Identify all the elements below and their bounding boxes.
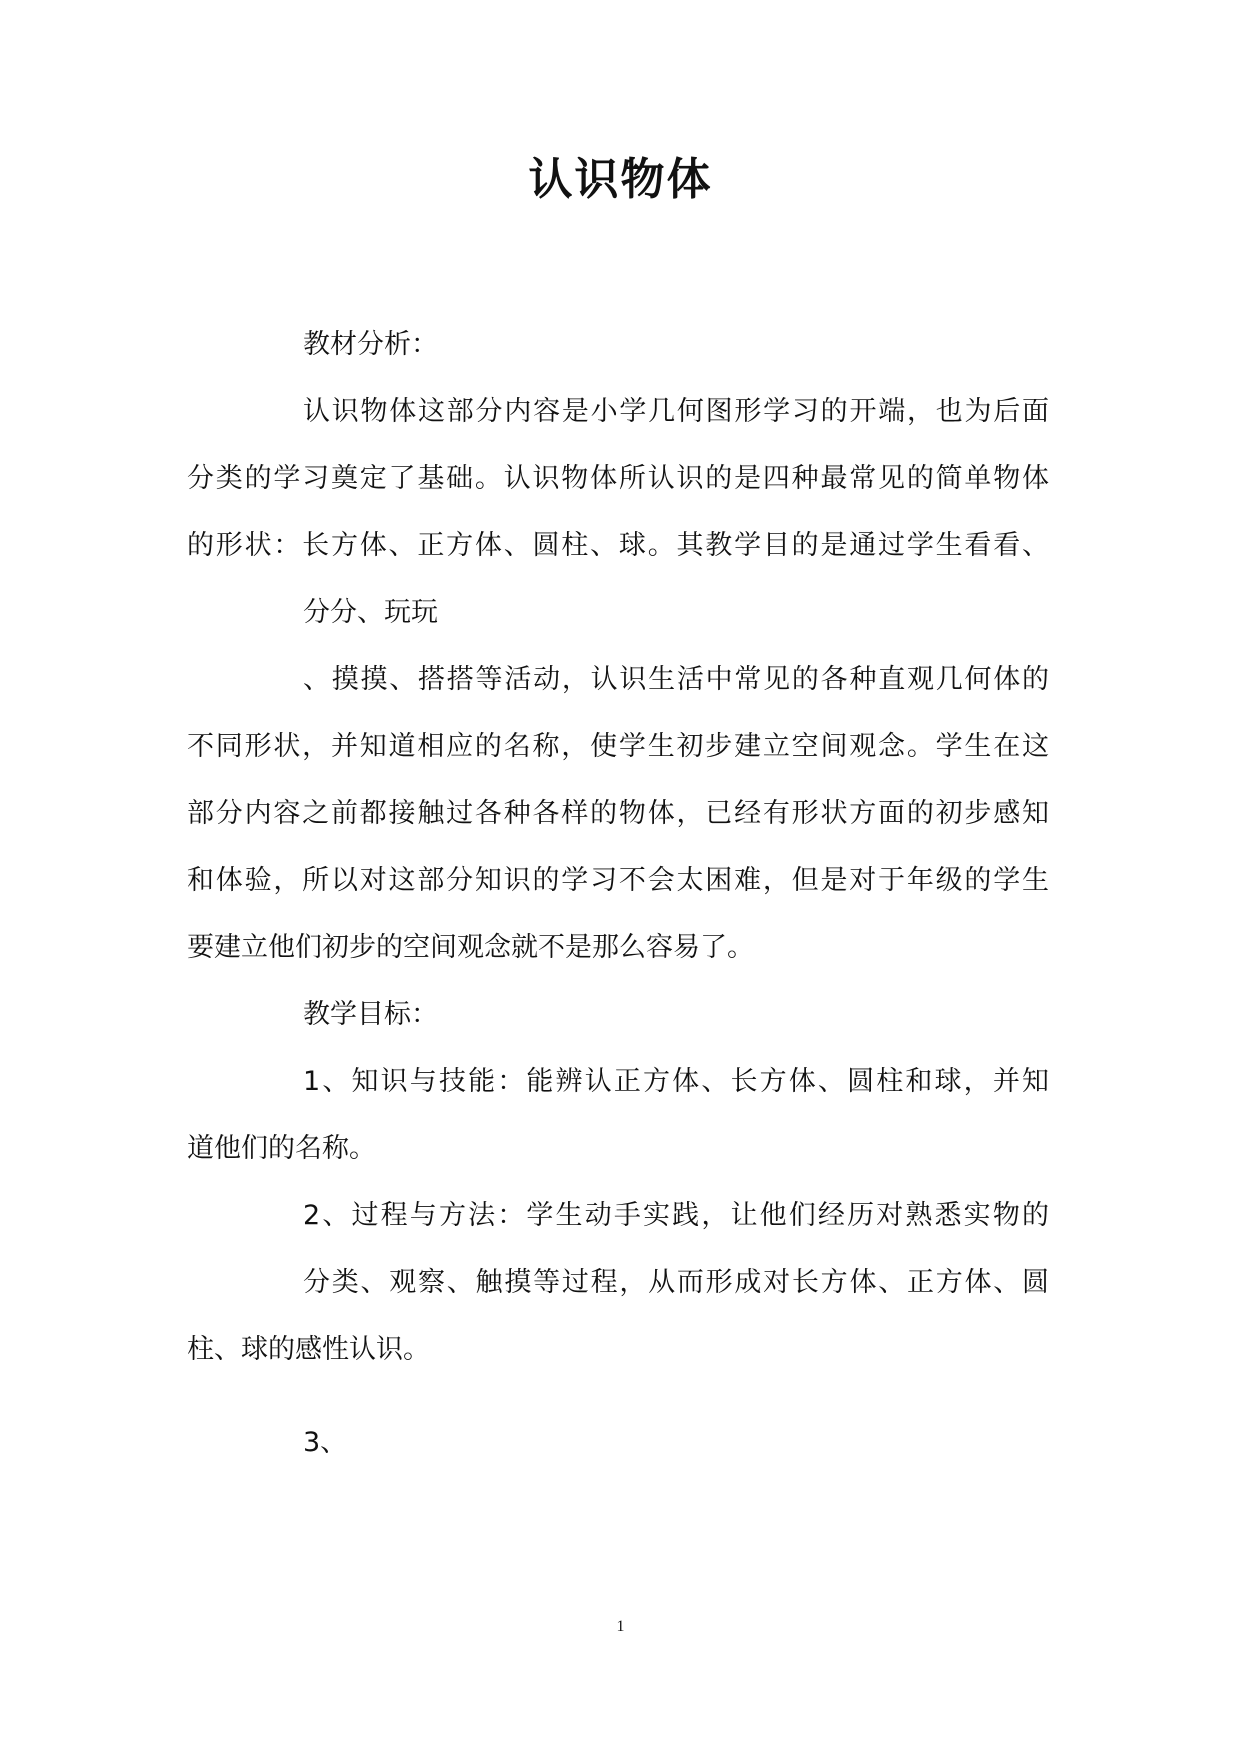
section-heading-material-analysis: 教材分析： [303, 329, 438, 360]
paragraph-line: 柱、球的感性认识。 [187, 1334, 430, 1365]
paragraph-line: 道他们的名称。 [187, 1133, 376, 1164]
paragraph-line: 要建立他们初步的空间观念就不是那么容易了。 [187, 932, 754, 963]
section-heading-teaching-goals: 教学目标： [303, 999, 438, 1030]
page-number: 1 [616, 1618, 625, 1635]
paragraph-line: 1、知识与技能：能辨认正方体、长方体、圆柱和球，并知 [303, 1066, 1049, 1097]
paragraph-line: 认识物体这部分内容是小学几何图形学习的开端，也为后面 [303, 396, 1049, 427]
paragraph-line: 不同形状，并知道相应的名称，使学生初步建立空间观念。学生在这 [187, 731, 1049, 762]
paragraph-line: 2、过程与方法：学生动手实践，让他们经历对熟悉实物的 [303, 1200, 1049, 1231]
paragraph-line: 分类、观察、触摸等过程，从而形成对长方体、正方体、圆 [303, 1267, 1049, 1298]
paragraph-line: 部分内容之前都接触过各种各样的物体，已经有形状方面的初步感知 [187, 798, 1049, 829]
paragraph-line: 分类的学习奠定了基础。认识物体所认识的是四种最常见的简单物体 [187, 463, 1049, 494]
paragraph-line: 3、 [303, 1427, 348, 1458]
paragraph-line: 的形状：长方体、正方体、圆柱、球。其教学目的是通过学生看看、 [187, 530, 1049, 561]
paragraph-line: 分分、玩玩 [303, 597, 438, 628]
document-title: 认识物体 [528, 154, 713, 205]
paragraph-line: 、摸摸、搭搭等活动，认识生活中常见的各种直观几何体的 [303, 664, 1049, 695]
paragraph-line: 和体验，所以对这部分知识的学习不会太困难，但是对于年级的学生 [187, 865, 1049, 896]
